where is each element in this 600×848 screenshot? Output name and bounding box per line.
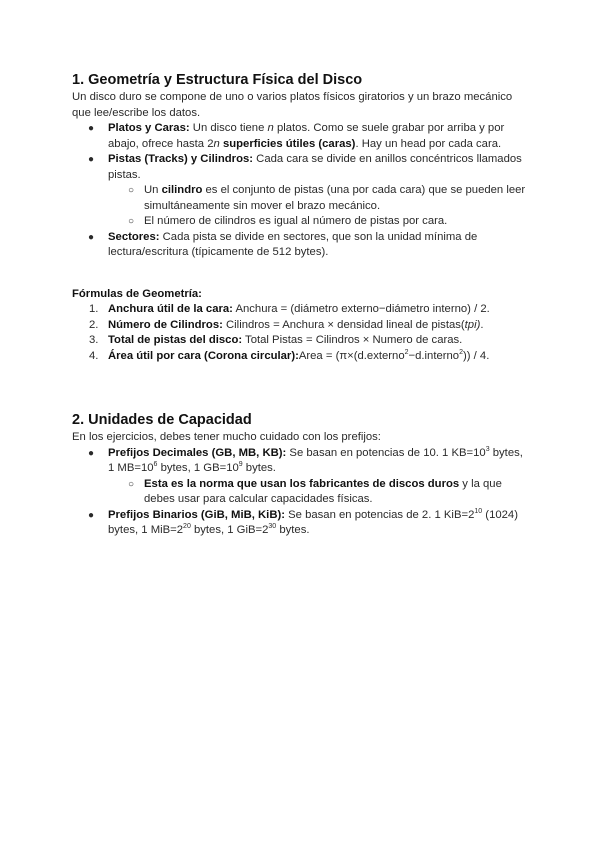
exponent: 10 [474, 507, 483, 515]
sub-item-cilindro [108, 183, 532, 214]
section-title-geometria: 1. Geometría y Estructura Física del Disco [72, 72, 363, 88]
sub-item-norma [108, 477, 532, 508]
item-label: Platos y Caras: [108, 122, 190, 134]
pistas-sublist [108, 183, 532, 230]
bullet-icon: ● [88, 154, 95, 165]
item-text: bytes. [242, 462, 276, 474]
list-item-sectores [72, 230, 532, 261]
list-item-platos [72, 121, 532, 152]
list-item-pistas [72, 152, 532, 230]
sub-bullet-icon: ○ [128, 216, 135, 227]
item-label: Área útil por cara (Corona circular): [108, 349, 299, 362]
item-text: El número de cilindros es igual al número de pistas por cara. [144, 215, 448, 227]
item-italic: tpi) [464, 318, 481, 331]
item-text: Cada pista se divide en sectores, que son la unidad mínima de lectura/escritura (típicamente de 512 bytes). [108, 230, 478, 258]
item-label: Pistas (Tracks) y Cilindros: [108, 153, 254, 165]
variable-n: n [213, 137, 220, 150]
item-text: bytes. [276, 524, 310, 536]
formula-item [72, 333, 532, 349]
bullet-icon: ● [88, 447, 95, 459]
item-label: Anchura útil de la cara: [108, 303, 233, 315]
exponent: 20 [183, 523, 191, 530]
unidades-list [72, 446, 532, 539]
item-text: es el conjunto de pistas (una por cada cara) que se pueden leer simultáneamente sin mover el brazo mecánico. [144, 184, 526, 212]
item-text: y la que debes usar para calcular capacidades físicas. [144, 477, 502, 505]
exponent: 2 [404, 348, 409, 356]
formulas-title: Fórmulas de Geometría: [72, 287, 202, 300]
item-text: )) / 4. [462, 349, 490, 362]
formulas-list [72, 302, 532, 364]
item-number: 1. [89, 303, 99, 315]
formula-item [72, 349, 532, 365]
item-number: 2. [89, 318, 99, 331]
document-page [72, 70, 532, 539]
geometria-list [72, 121, 532, 261]
item-emphasis: cilindro [161, 184, 203, 196]
item-text: bytes, 1 GB=10 [157, 462, 239, 474]
sub-item-numero-cilindros [108, 214, 532, 230]
sub-bullet-icon: ○ [128, 185, 135, 196]
item-emphasis: superficies útiles (caras) [222, 137, 356, 150]
list-item-binarios [72, 508, 532, 539]
sub-bullet-icon: ○ [128, 478, 135, 490]
item-emphasis: Esta es la norma que usan los fabricantes de discos duros [144, 477, 460, 490]
item-text: Un disco tiene [189, 122, 268, 134]
section-title-unidades: 2. Unidades de Capacidad [72, 412, 252, 428]
item-text: platos. Como se suele grabar por arriba y por abajo, ofrece hasta 2 [108, 122, 505, 150]
item-text: (1024) bytes, 1 MiB=2 [108, 508, 518, 536]
item-label: Total de pistas del disco: [108, 334, 243, 346]
item-label: Número de Cilindros: [108, 318, 223, 331]
bullet-icon: ● [88, 231, 95, 243]
item-number: 3. [89, 334, 99, 346]
exponent: 2 [459, 348, 463, 356]
exponent: 30 [268, 523, 277, 530]
item-text: bytes, 1 GiB=2 [190, 524, 269, 536]
item-text: Un [144, 184, 162, 196]
item-label: Prefijos Decimales (GB, MB, KB): [108, 446, 287, 459]
list-item-decimales [72, 446, 532, 508]
item-text: −d.interno [408, 349, 460, 362]
section-intro: En los ejercicios, debes tener mucho cuidado con los prefijos: [72, 431, 381, 443]
formula-item [72, 302, 532, 318]
item-text: Se basan en potencias de 10. 1 KB=10 [286, 446, 486, 459]
bullet-icon: ● [88, 509, 95, 521]
bullet-icon: ● [88, 123, 95, 134]
item-text: Cada cara se divide en anillos concéntricos llamados pistas. [108, 153, 522, 181]
decimales-sublist [108, 477, 532, 508]
item-text: . [480, 318, 484, 331]
item-text: Cilindros = Anchura × densidad lineal de pistas( [222, 318, 465, 331]
exponent: 3 [485, 445, 490, 453]
item-label: Prefijos Binarios (GiB, MiB, KiB): [108, 508, 285, 521]
item-number: 4. [89, 349, 99, 362]
item-text: Se basan en potencias de 2. 1 KiB=2 [285, 508, 475, 521]
exponent: 6 [153, 461, 158, 468]
formula-item [72, 318, 532, 334]
item-text: Total Pistas = Cilindros × Numero de caras. [242, 334, 463, 346]
variable-n: n [267, 122, 274, 134]
item-text: Area = (π×(d.externo [298, 349, 405, 362]
section-intro: Un disco duro se compone de uno o varios platos físicos giratorios y un brazo mecánico que lee/escribe los datos. [72, 91, 513, 119]
item-text: bytes, 1 MB=10 [108, 446, 523, 474]
item-text: Anchura = (diámetro externo−diámetro interno) / 2. [232, 303, 490, 315]
exponent: 9 [238, 461, 243, 468]
item-text: . Hay un head por cada cara. [355, 137, 502, 150]
item-label: Sectores: [108, 230, 160, 243]
